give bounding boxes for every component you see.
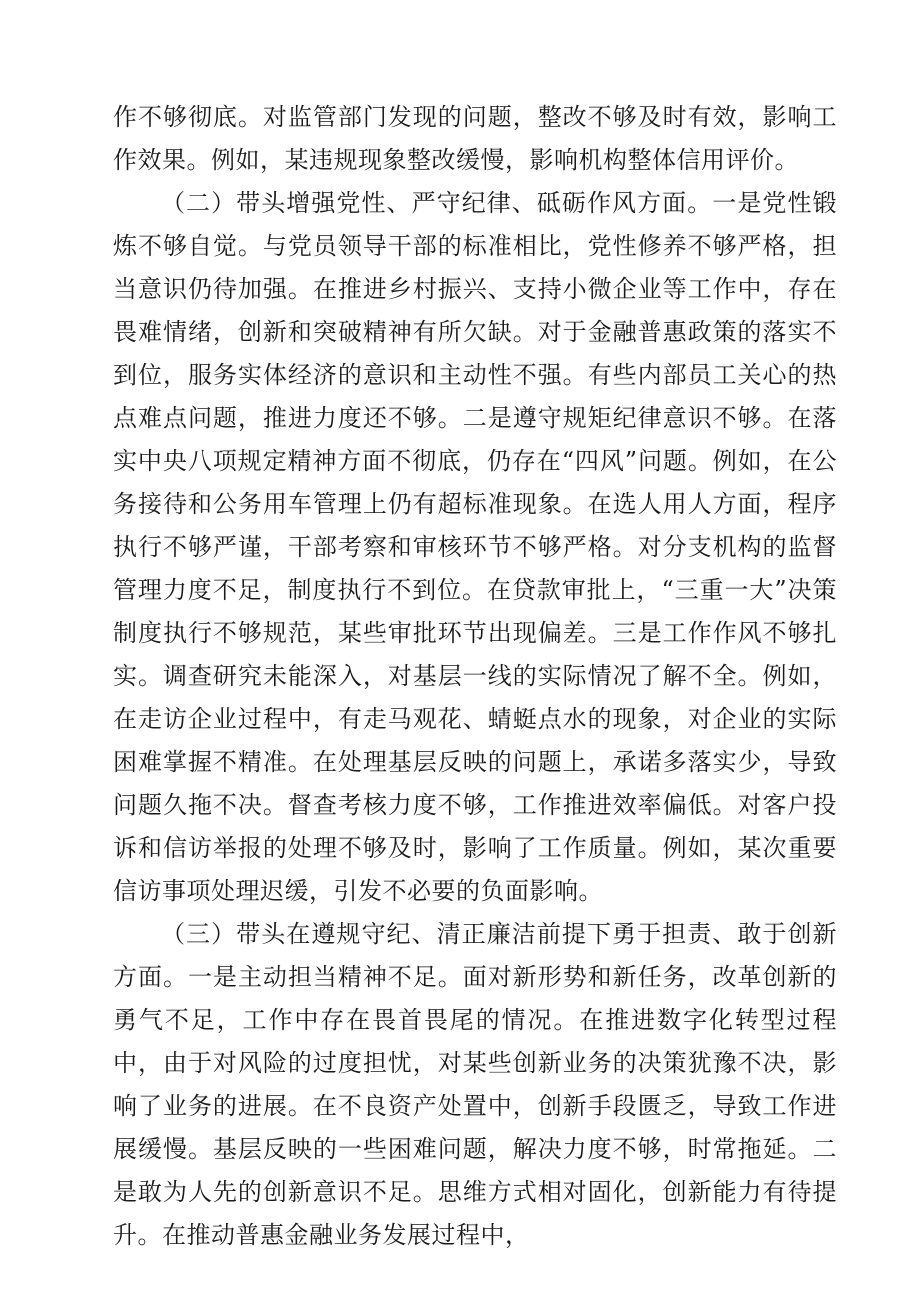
document-body: [113, 96, 837, 1257]
paragraph-section-2: （二）带头增强党性、严守纪律、砥砺作风方面。一是党性锻炼不够自觉。与党员领导干部的标准相比，党性修养不够严格，担当意识仍待加强。在推进乡村振兴、支持小微企业等工作中，存在畏难情绪，创新和突破精神有所欠缺。对于金融普惠政策的落实不到位，服务实体经济的意识和主动性不强。有些内部员工关心的热点难点问题，推进力度还不够。二是遵守规矩纪律意识不够。在落实中央八项规定精神方面不彻底，仍存在“四风”问题。例如，在公务接待和公务用车管理上仍有超标准现象。在选人用人方面，程序执行不够严谨，干部考察和审核环节不够严格。对分支机构的监督管理力度不足，制度执行不到位。在贷款审批上，“三重一大”决策制度执行不够规范，某些审批环节出现偏差。三是工作作风不够扎实。调查研究未能深入，对基层一线的实际情况了解不全。例如，在走访企业过程中，有走马观花、蜻蜓点水的现象，对企业的实际困难掌握不精准。在处理基层反映的问题上，承诺多落实少，导致问题久拖不决。督查考核力度不够，工作推进效率偏低。对客户投诉和信访举报的处理不够及时，影响了工作质量。例如，某次重要信访事项处理迟缓，引发不必要的负面影响。: [113, 189, 837, 905]
paragraph-section-3: （三）带头在遵规守纪、清正廉洁前提下勇于担责、敢于创新方面。一是主动担当精神不足。面对新形势和新任务，改革创新的勇气不足，工作中存在畏首畏尾的情况。在推进数字化转型过程中，由于对风险的过度担忧，对某些创新业务的决策犹豫不决，影响了业务的进展。在不良资产处置中，创新手段匮乏，导致工作进展缓慢。基层反映的一些困难问题，解决力度不够，时常拖延。二是敢为人先的创新意识不足。思维方式相对固化，创新能力有待提升。在推动普惠金融业务发展过程中，: [113, 920, 837, 1249]
paragraph-continuation: 作不够彻底。对监管部门发现的问题，整改不够及时有效，影响工作效果。例如，某违规现象整改缓慢，影响机构整体信用评价。: [113, 103, 837, 174]
